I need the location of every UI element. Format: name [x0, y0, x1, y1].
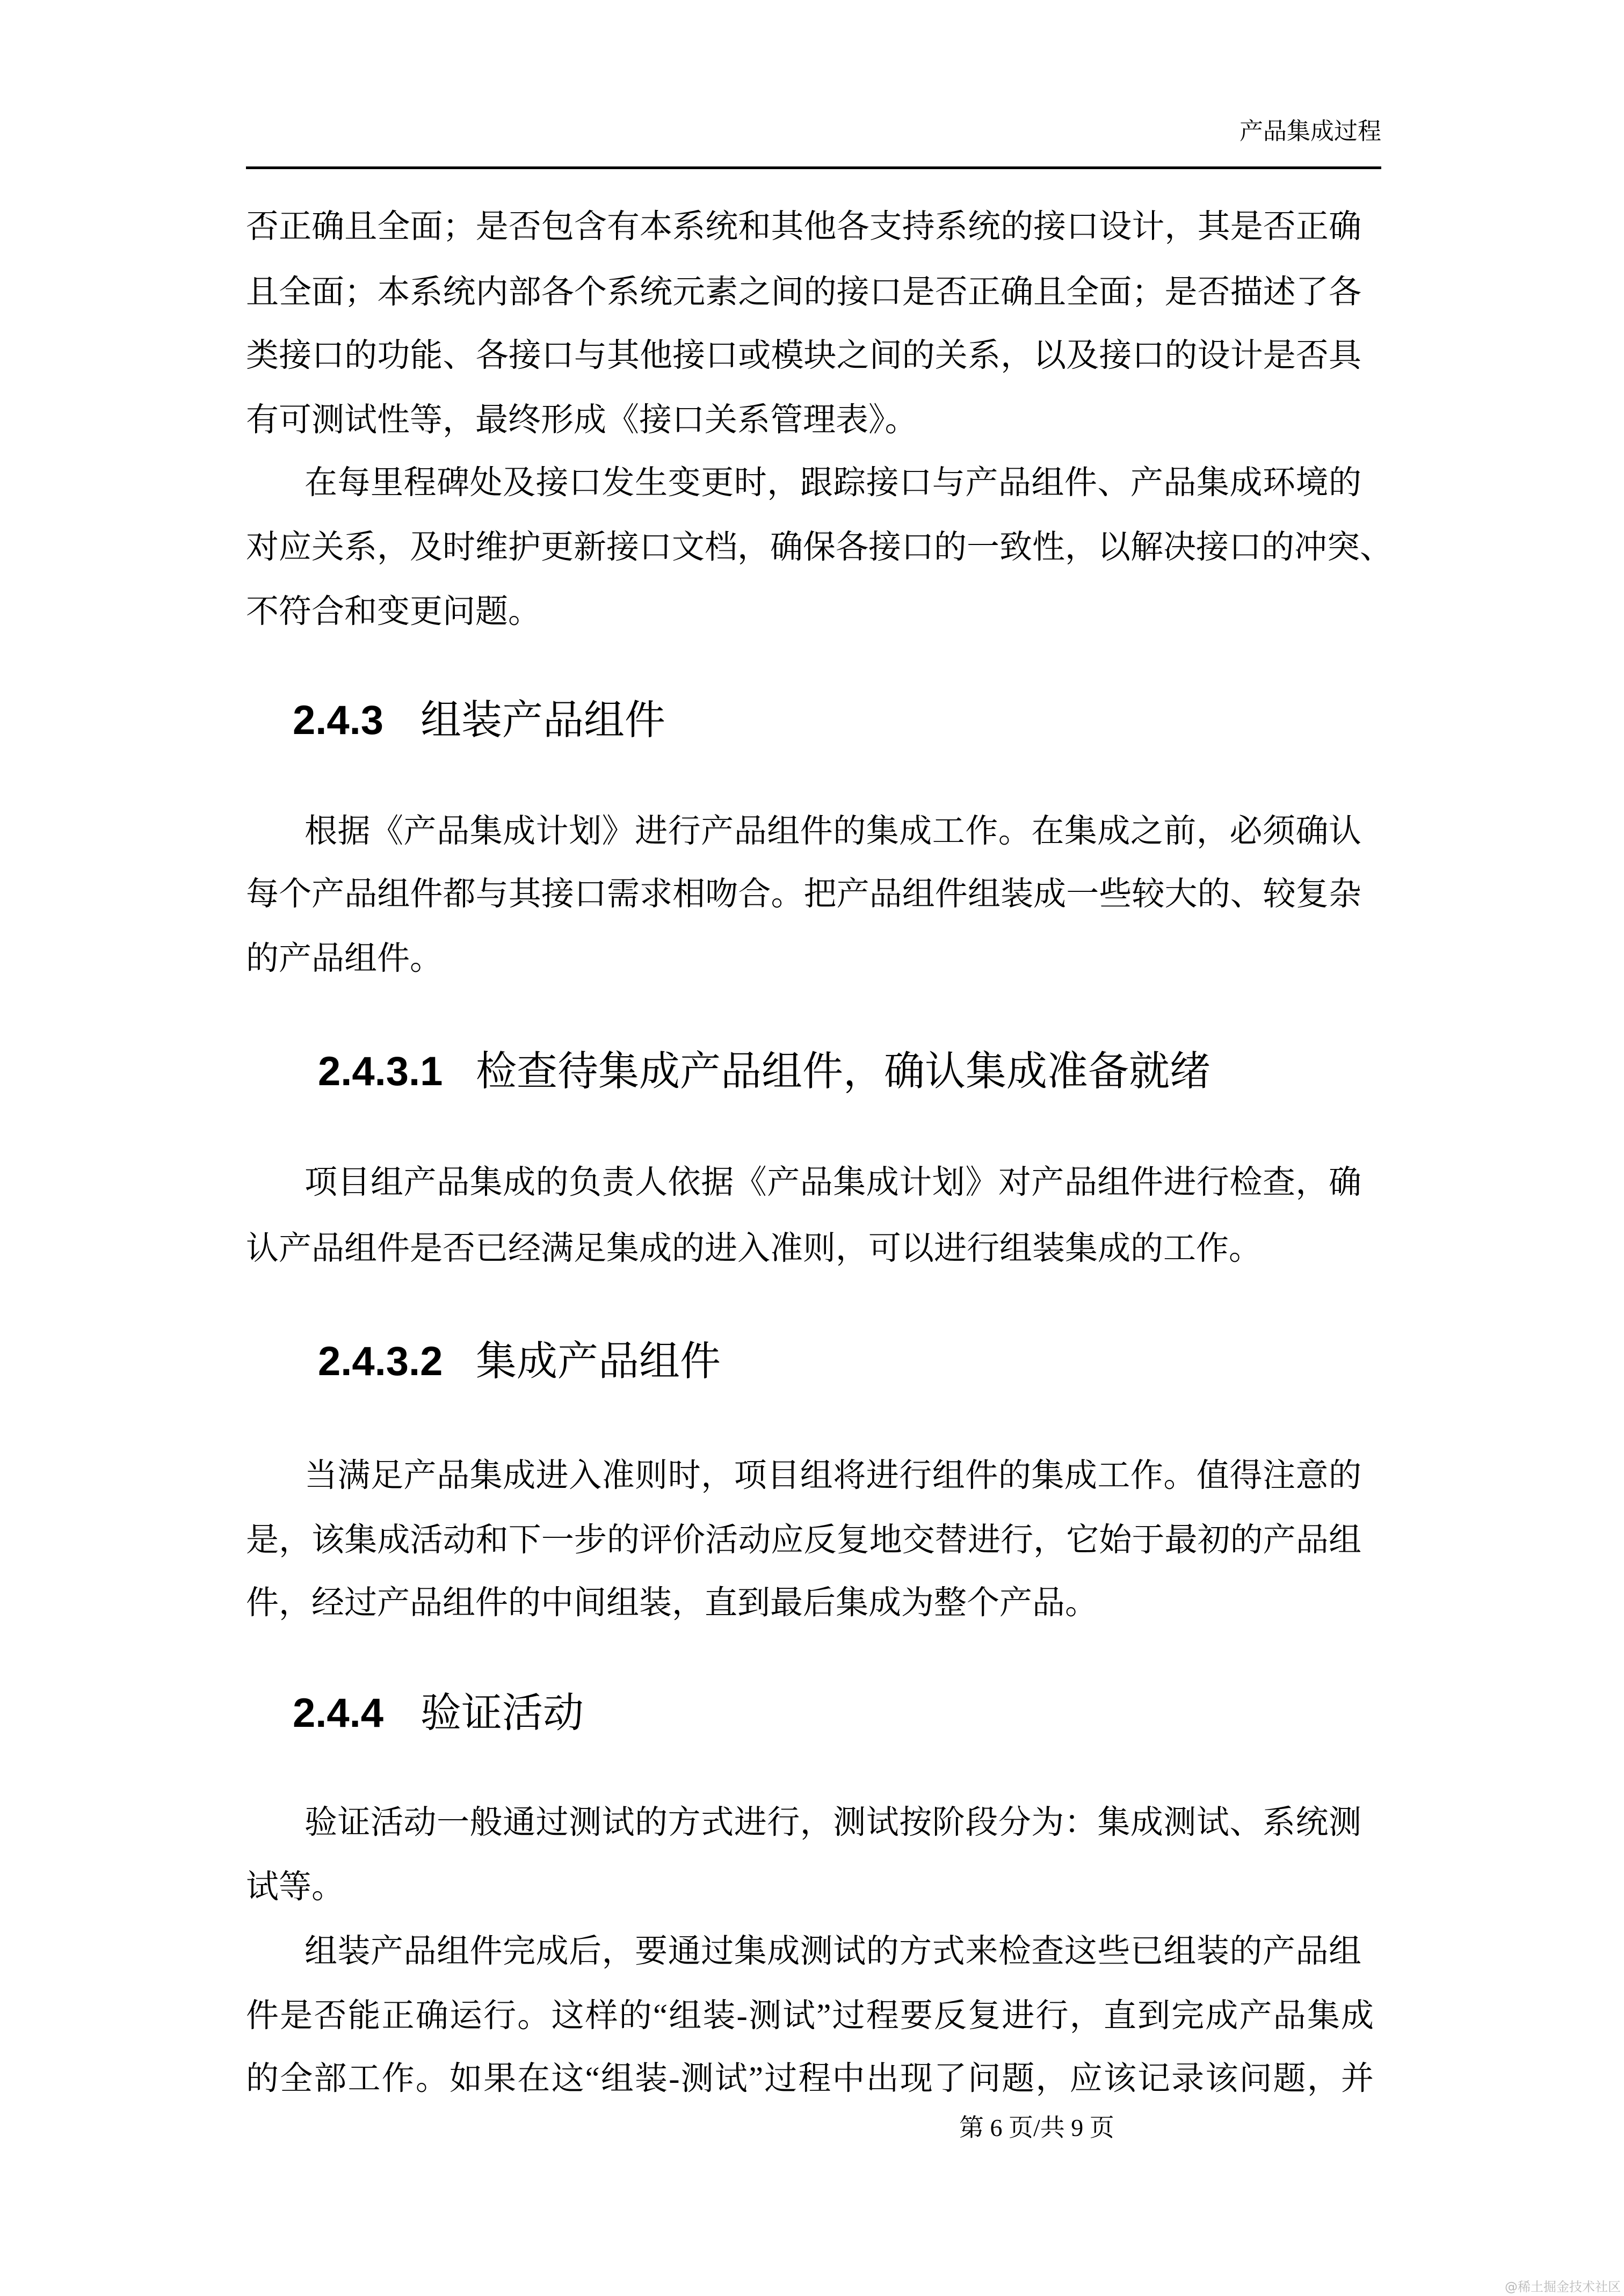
header-rule — [246, 166, 1381, 169]
section-number: 2.4.4 — [293, 1690, 384, 1736]
paragraph-line: 的全部工作。如果在这“组装-测试”过程中出现了问题，应该记录该问题，并 — [246, 2061, 1374, 2097]
paragraph-line: 根据《产品集成计划》进行产品组件的集成工作。在集成之前，必须确认 — [305, 813, 1361, 849]
paragraph-line: 的产品组件。 — [246, 941, 443, 977]
paragraph-line: 当满足产品集成进入准则时，项目组将进行组件的集成工作。值得注意的 — [305, 1458, 1361, 1494]
paragraph-line: 认产品组件是否已经满足集成的进入准则，可以进行组装集成的工作。 — [246, 1231, 1262, 1267]
watermark: @稀土掘金技术社区 — [1505, 2279, 1621, 2294]
paragraph-line: 试等。 — [246, 1869, 345, 1905]
page-number-footer: 第 6 页/共 9 页 — [959, 2114, 1114, 2141]
paragraph-line: 验证活动一般通过测试的方式进行，测试按阶段分为：集成测试、系统测 — [305, 1805, 1361, 1841]
paragraph-line: 对应关系，及时维护更新接口文档，确保各接口的一致性，以解决接口的冲突、 — [246, 529, 1393, 565]
section-number: 2.4.3.2 — [318, 1339, 443, 1384]
paragraph-line: 项目组产品集成的负责人依据《产品集成计划》对产品组件进行检查，确 — [305, 1165, 1361, 1201]
paragraph-line: 且全面；本系统内部各个系统元素之间的接口是否正确且全面；是否描述了各 — [246, 274, 1361, 310]
paragraph-line: 件，经过产品组件的中间组装，直到最后集成为整个产品。 — [246, 1585, 1098, 1621]
paragraph-line: 每个产品组件都与其接口需求相吻合。把产品组件组装成一些较大的、较复杂 — [246, 876, 1361, 912]
paragraph-line: 有可测试性等，最终形成《接口关系管理表》。 — [246, 402, 918, 438]
section-title: 组装产品组件 — [421, 698, 665, 743]
section-title: 检查待集成产品组件，确认集成准备就绪 — [476, 1049, 1210, 1094]
section-title: 集成产品组件 — [476, 1339, 721, 1384]
paragraph-line: 类接口的功能、各接口与其他接口或模块之间的关系，以及接口的设计是否具 — [246, 338, 1361, 374]
section-number: 2.4.3.1 — [318, 1049, 443, 1094]
running-header: 产品集成过程 — [1239, 118, 1381, 144]
paragraph-line: 在每里程碑处及接口发生变更时，跟踪接口与产品组件、产品集成环境的 — [305, 465, 1361, 501]
section-number: 2.4.3 — [293, 697, 384, 743]
paragraph-line: 不符合和变更问题。 — [246, 594, 541, 630]
paragraph-line: 是，该集成活动和下一步的评价活动应反复地交替进行，它始于最初的产品组 — [246, 1522, 1361, 1558]
paragraph-line: 组装产品组件完成后，要通过集成测试的方式来检查这些已组装的产品组 — [305, 1934, 1361, 1970]
paragraph-line: 件是否能正确运行。这样的“组装-测试”过程要反复进行，直到完成产品集成 — [246, 1998, 1374, 2034]
section-title: 验证活动 — [421, 1691, 584, 1736]
paragraph-line: 否正确且全面；是否包含有本系统和其他各支持系统的接口设计，其是否正确 — [246, 209, 1361, 245]
